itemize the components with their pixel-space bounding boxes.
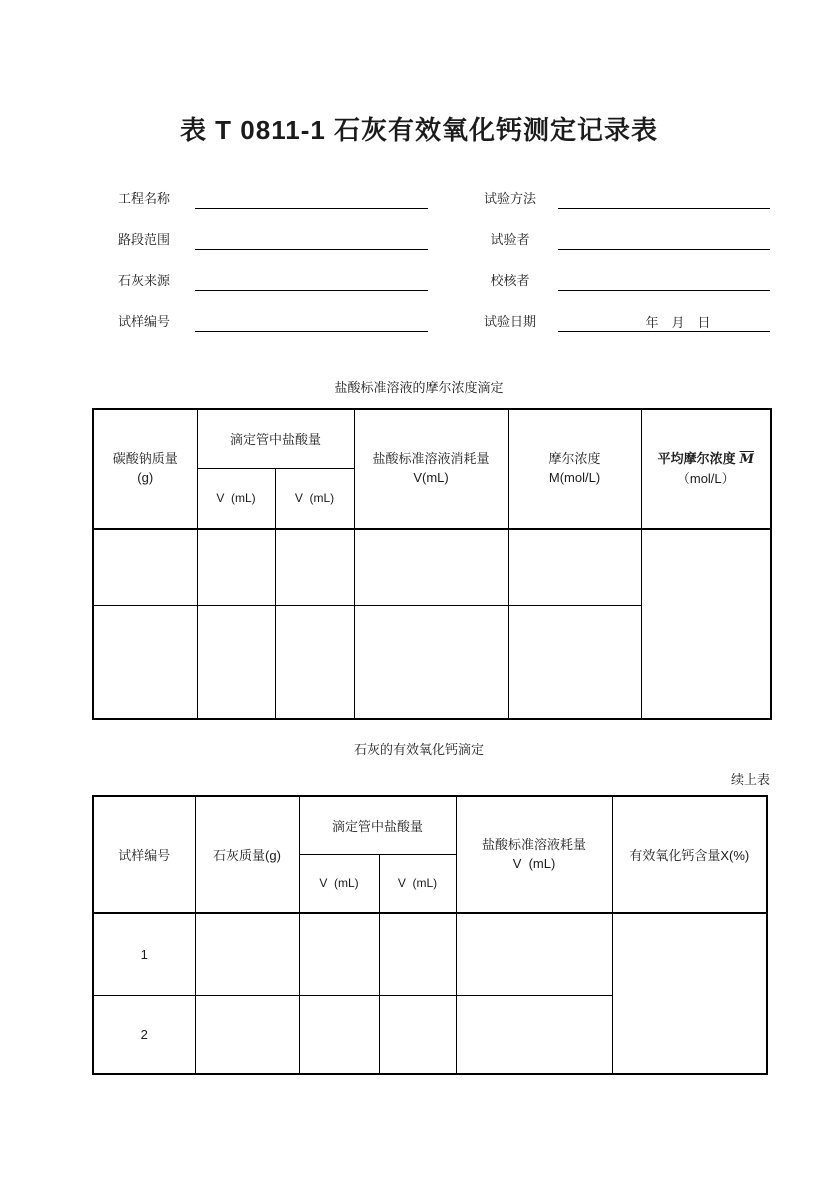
t1-row2-molar-cell bbox=[508, 605, 641, 719]
field-line-road-section bbox=[195, 232, 428, 250]
t2-header-burette-v1: V (mL) bbox=[299, 854, 379, 913]
t2-row2-lime-mass-cell bbox=[195, 995, 299, 1074]
t1-row1-sodium-mass-cell bbox=[93, 529, 197, 605]
t1-row2-consumed-cell bbox=[354, 605, 508, 719]
t2-row1-lime-mass-cell bbox=[195, 913, 299, 995]
field-line-test-method bbox=[558, 191, 770, 209]
t2-header-burette-v2: V (mL) bbox=[379, 854, 456, 913]
t1-header-sodium-carbonate-mass: 碳酸钠质量 (g) bbox=[93, 409, 197, 529]
lime-effective-cao-table bbox=[92, 795, 768, 1075]
t2-row1-consumed-cell bbox=[456, 913, 612, 995]
t1-row1-consumed-cell bbox=[354, 529, 508, 605]
t1-header-burette-hcl-group: 滴定管中盐酸量 bbox=[197, 409, 354, 468]
t2-row2-v2-cell bbox=[379, 995, 456, 1074]
t2-row1-sample-number: 1 bbox=[93, 913, 195, 995]
t2-row1-v2-cell bbox=[379, 913, 456, 995]
field-line-test-date: 年 月 日 bbox=[558, 314, 770, 332]
t1-header-burette-v2: V (mL) bbox=[275, 468, 354, 529]
field-label-checker: 校核者 bbox=[490, 273, 530, 288]
t2-header-effective-cao-content: 有效氧化钙含量X(%) bbox=[612, 796, 767, 913]
t2-row2-consumed-cell bbox=[456, 995, 612, 1074]
field-label-test-date: 试验日期 bbox=[483, 314, 536, 329]
t1-row2-v2-cell bbox=[275, 605, 354, 719]
t2-row1-v1-cell bbox=[299, 913, 379, 995]
field-label-sample-number: 试样编号 bbox=[117, 314, 170, 329]
continue-table-note: 续上表 bbox=[730, 772, 770, 787]
hcl-molar-concentration-table bbox=[92, 408, 772, 720]
field-line-sample-number bbox=[195, 314, 428, 332]
field-line-lime-source bbox=[195, 273, 428, 291]
t2-row2-sample-number: 2 bbox=[93, 995, 195, 1074]
t1-row2-sodium-mass-cell bbox=[93, 605, 197, 719]
t1-header-burette-v1: V (mL) bbox=[197, 468, 275, 529]
t2-header-lime-mass: 石灰质量(g) bbox=[195, 796, 299, 913]
t2-header-consumed-volume: 盐酸标准溶液耗量 V (mL) bbox=[456, 796, 612, 913]
t2-cao-content-merged-cell bbox=[612, 913, 767, 1074]
field-label-road-section: 路段范围 bbox=[117, 232, 170, 247]
t1-row1-molar-cell bbox=[508, 529, 641, 605]
t1-row1-v1-cell bbox=[197, 529, 275, 605]
t2-row2-v1-cell bbox=[299, 995, 379, 1074]
mean-m-symbol: $\overline{M}$ bbox=[739, 451, 754, 467]
t2-header-sample-number: 试样编号 bbox=[93, 796, 195, 913]
field-label-lime-source: 石灰来源 bbox=[117, 273, 170, 288]
page-title: 表 T 0811-1 石灰有效氧化钙测定记录表 bbox=[179, 115, 659, 145]
t2-header-burette-hcl-group: 滴定管中盐酸量 bbox=[299, 796, 456, 854]
field-line-project-name bbox=[195, 191, 428, 209]
t1-row1-v2-cell bbox=[275, 529, 354, 605]
t1-header-average-molar-concentration: 平均摩尔浓度 $\overline{M}$ （mol/L） bbox=[641, 409, 771, 529]
field-label-tester: 试验者 bbox=[490, 232, 530, 247]
field-line-tester bbox=[558, 232, 770, 250]
field-label-test-method: 试验方法 bbox=[483, 191, 536, 206]
t1-row2-v1-cell bbox=[197, 605, 275, 719]
table1-caption: 盐酸标准溶液的摩尔浓度滴定 bbox=[334, 380, 504, 395]
t1-header-molar-concentration: 摩尔浓度 M(mol/L) bbox=[508, 409, 641, 529]
t1-average-molar-merged-cell bbox=[641, 529, 771, 719]
table2-caption: 石灰的有效氧化钙滴定 bbox=[353, 742, 484, 757]
field-label-project-name: 工程名称 bbox=[117, 191, 170, 206]
t1-header-consumed-volume: 盐酸标准溶液消耗量 V(mL) bbox=[354, 409, 508, 529]
field-line-checker bbox=[558, 273, 770, 291]
